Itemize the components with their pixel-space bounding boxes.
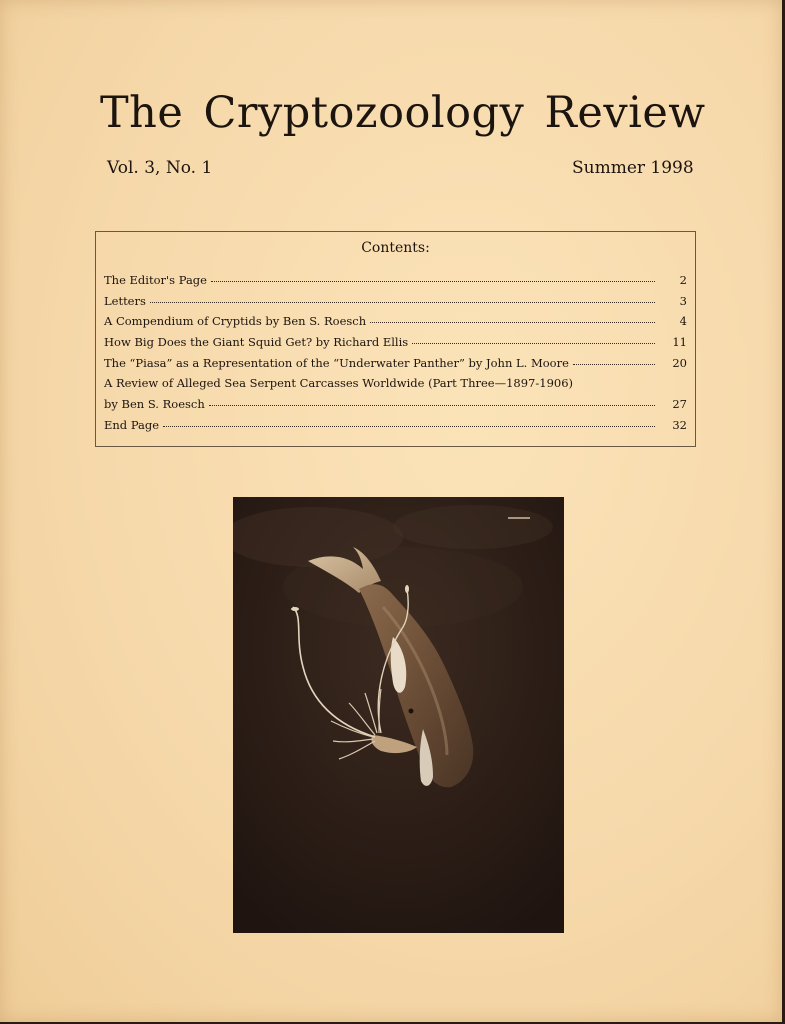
toc-entry-page: 2 bbox=[679, 273, 687, 287]
toc-entry bbox=[104, 418, 687, 439]
toc-entry-title: A Review of Alleged Sea Serpent Carcasses Worldwide (Part Three—1897-1906) bbox=[104, 376, 574, 391]
toc-entry bbox=[104, 314, 687, 335]
dot-leader bbox=[573, 363, 655, 365]
dot-leader bbox=[163, 425, 655, 427]
toc-entry bbox=[104, 335, 687, 356]
issue-date: Summer 1998 bbox=[572, 158, 694, 178]
dot-leader bbox=[577, 384, 655, 385]
toc-entry-title: The “Piasa” as a Representation of the “Underwater Panther” by John L. Moore bbox=[104, 355, 569, 370]
toc-entry bbox=[104, 356, 687, 377]
dot-leader bbox=[209, 404, 655, 406]
toc-entry-title: A Compendium of Cryptids by Ben S. Roesch bbox=[104, 314, 367, 329]
dot-leader bbox=[150, 301, 655, 303]
volume-number: Vol. 3, No. 1 bbox=[107, 158, 213, 178]
toc-entry-title: The Editor's Page bbox=[104, 273, 207, 287]
toc-entry-page: 11 bbox=[672, 335, 687, 350]
toc-entry-title: Letters bbox=[104, 293, 146, 308]
toc-entry-page: 4 bbox=[679, 314, 687, 329]
toc-entry-title: by Ben S. Roesch bbox=[104, 397, 205, 412]
table-of-contents bbox=[95, 231, 696, 447]
toc-entry-title: End Page bbox=[104, 417, 160, 432]
dot-leader bbox=[370, 321, 655, 323]
journal-title: The Cryptozoology Review bbox=[100, 88, 706, 138]
toc-entry-page: 32 bbox=[672, 417, 687, 432]
toc-entry bbox=[104, 273, 687, 294]
toc-entry-page: 27 bbox=[672, 397, 687, 412]
whale-and-squid-illustration bbox=[233, 497, 564, 933]
contents-heading: Contents: bbox=[361, 240, 430, 256]
toc-entry bbox=[104, 376, 687, 397]
toc-entry-page: 20 bbox=[672, 355, 687, 370]
toc-entry bbox=[104, 397, 687, 418]
toc-entry-title: How Big Does the Giant Squid Get? by Richard Ellis bbox=[104, 335, 409, 350]
toc-entry bbox=[104, 294, 687, 315]
dot-leader bbox=[211, 280, 655, 282]
toc-entry-page: 3 bbox=[679, 293, 687, 308]
dot-leader bbox=[412, 342, 655, 344]
